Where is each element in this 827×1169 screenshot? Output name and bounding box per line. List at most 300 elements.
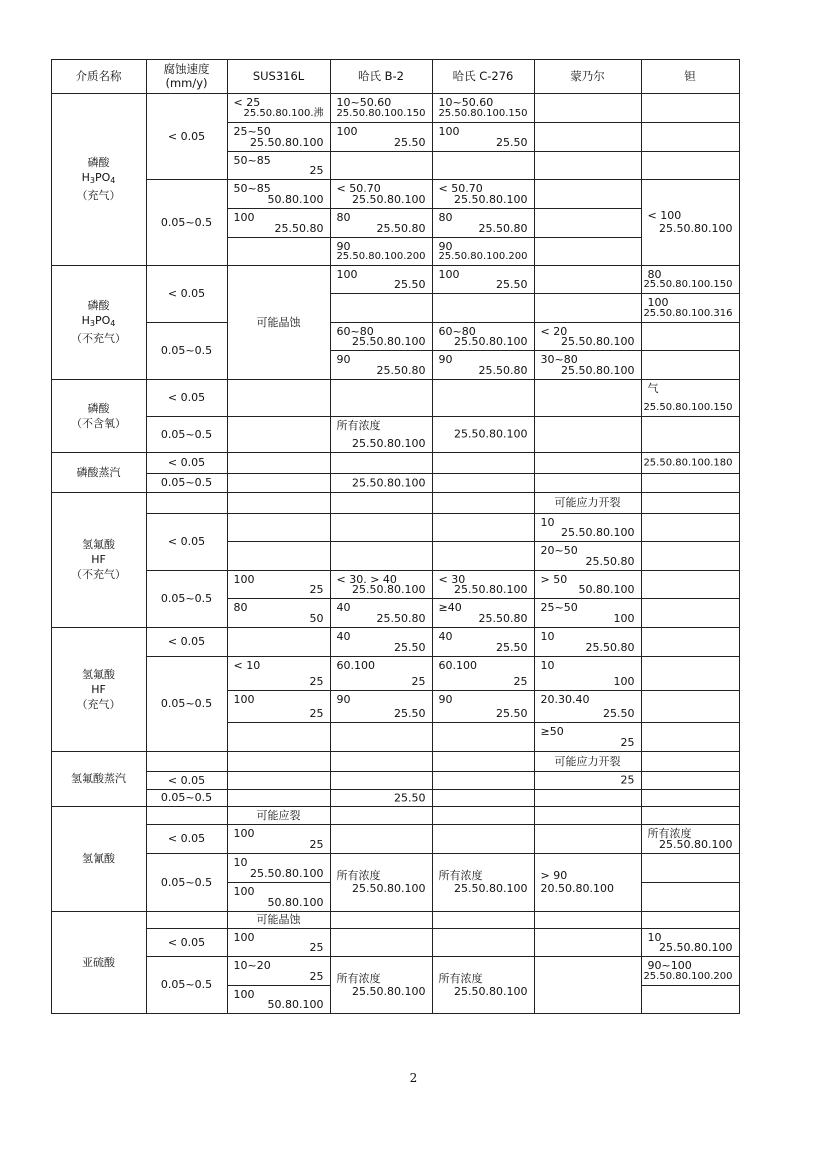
- data-cell: [534, 771, 642, 790]
- data-cell: [432, 541, 535, 571]
- rate-cell: [146, 656, 228, 752]
- data-cell: [641, 293, 740, 323]
- concentration-value: 10: [233, 855, 248, 869]
- concentration-value: ≥40: [438, 600, 462, 614]
- data-cell: [432, 824, 535, 854]
- concentration-value: 所有浓度: [438, 971, 483, 985]
- temperature-values: 25.50.80.100.150: [643, 278, 733, 290]
- data-cell: [330, 473, 433, 493]
- data-cell: [534, 824, 642, 854]
- medium-condition: （充气）: [76, 189, 121, 202]
- temperature-values: 25.50.80.100: [454, 427, 528, 441]
- rate-cell: [146, 853, 228, 912]
- data-cell: [227, 956, 331, 986]
- header-monel: [534, 59, 642, 94]
- data-cell: [227, 416, 331, 453]
- medium-hf-vapor: [51, 751, 147, 807]
- data-cell: [534, 541, 642, 571]
- data-cell: [641, 928, 740, 957]
- temperature-values: 25.50: [496, 706, 528, 720]
- temperature-values: 25.50.80.100: [454, 984, 528, 998]
- data-cell: [432, 956, 535, 1014]
- data-cell: [432, 751, 535, 772]
- data-cell: [534, 265, 642, 294]
- data-cell: [641, 722, 740, 752]
- data-cell: [534, 473, 642, 493]
- data-cell: [641, 882, 740, 912]
- header-label: 介质名称: [75, 68, 122, 83]
- data-cell: [330, 513, 433, 542]
- concentration-value: 25~50: [233, 124, 271, 138]
- temperature-values: 100: [613, 674, 635, 688]
- concentration-value: 100: [336, 267, 358, 281]
- temperature-values: 25.50.80: [478, 611, 528, 625]
- data-cell: [227, 265, 331, 380]
- concentration-value: 所有浓度: [336, 971, 381, 985]
- medium-hf-unaerated: [51, 492, 147, 628]
- data-cell: [534, 806, 642, 825]
- temperature-values: 25.50: [394, 791, 426, 804]
- concentration-value: 40: [438, 629, 453, 643]
- concentration-value: 100: [233, 987, 255, 1001]
- data-cell: [534, 598, 642, 628]
- rate-label: 0.05~0.5: [160, 344, 213, 357]
- data-cell: [330, 656, 433, 691]
- rate-label: 0.05~0.5: [160, 978, 213, 991]
- data-cell: [641, 473, 740, 493]
- data-cell: [432, 911, 535, 929]
- medium-name: 磷酸: [87, 156, 110, 169]
- data-cell: [534, 93, 642, 123]
- concentration-value: 100: [233, 692, 255, 706]
- concentration-value: 100: [233, 826, 255, 840]
- data-cell: [641, 416, 740, 453]
- temperature-values: 25.50.80.100.316: [643, 307, 733, 319]
- medium-formula: HF: [91, 553, 106, 566]
- medium-formula: $H_3PO_4$: [81, 314, 116, 328]
- data-cell: [534, 492, 642, 514]
- temperature-values: 25.50.80: [376, 221, 426, 235]
- rate-cell: [146, 416, 228, 453]
- temperature-values: 25: [309, 837, 324, 851]
- data-cell: [227, 928, 331, 957]
- data-cell: [432, 93, 535, 123]
- temperature-values: 25.50.80: [376, 363, 426, 377]
- data-cell: [227, 690, 331, 723]
- temperature-values: 25.50.80.100: [454, 882, 528, 895]
- medium-phosphoric-unaerated: [51, 265, 147, 380]
- data-cell: [534, 293, 642, 323]
- data-cell: [330, 690, 433, 723]
- temperature-values: 25.50.80.100: [561, 525, 635, 539]
- rate-cell: [146, 93, 228, 180]
- temperature-values: 25.50.80.100: [352, 436, 426, 450]
- data-cell: [330, 956, 433, 1014]
- data-cell: [432, 151, 535, 180]
- data-cell: [534, 751, 642, 772]
- rate-cell: [146, 928, 228, 957]
- rate-label: < 0.05: [167, 535, 206, 548]
- concentration-value: 90: [438, 352, 453, 366]
- data-cell: [432, 379, 535, 417]
- data-cell: [534, 513, 642, 542]
- data-cell: [641, 824, 740, 854]
- temperature-values: 25.50.80.100.沸: [243, 107, 324, 119]
- temperature-values: 25.50.80.100: [454, 582, 528, 596]
- medium-formula: HF: [91, 682, 106, 696]
- data-cell: [534, 179, 642, 209]
- header-medium-name: [51, 59, 147, 94]
- temperature-values: 25.50.80.100: [352, 476, 426, 489]
- data-cell: [432, 627, 535, 657]
- concentration-value: < 25: [233, 95, 261, 109]
- medium-name: 氢氟酸: [82, 538, 115, 551]
- data-cell: [227, 237, 331, 266]
- temperature-values: 25: [309, 674, 324, 688]
- note-text: 可能晶蚀: [256, 315, 301, 329]
- temperature-values: 25.50.80.100: [659, 222, 733, 235]
- note-text: 可能应力开裂: [554, 496, 621, 509]
- data-cell: [330, 452, 433, 474]
- concentration-value: 所有浓度: [336, 869, 381, 882]
- data-cell: [432, 806, 535, 825]
- data-cell: [641, 656, 740, 691]
- concentration-value: < 20: [540, 324, 568, 338]
- data-cell: [227, 452, 331, 474]
- header-tantalum: [641, 59, 740, 94]
- data-cell: [432, 722, 535, 752]
- data-cell: [534, 416, 642, 453]
- concentration-value: 10: [540, 658, 555, 672]
- header-hastelloy-c276: [432, 59, 535, 94]
- data-cell: [330, 570, 433, 599]
- medium-phosphoric-aerated: [51, 93, 147, 266]
- data-cell: [534, 379, 642, 417]
- concentration-value: 80: [336, 210, 351, 224]
- rate-label: 0.05~0.5: [160, 791, 213, 804]
- data-cell: [641, 806, 740, 825]
- rate-label: < 0.05: [167, 456, 206, 469]
- medium-name: 磷酸蒸汽: [76, 465, 121, 479]
- temperature-values: 50.80.100: [267, 997, 324, 1011]
- temperature-values: 100: [613, 611, 635, 625]
- data-cell: [330, 208, 433, 238]
- concentration-value: 100: [647, 295, 669, 309]
- data-cell: [227, 722, 331, 752]
- rate-label: 0.05~0.5: [160, 592, 213, 605]
- data-cell: [534, 208, 642, 238]
- data-cell: [227, 882, 331, 912]
- data-cell: [641, 513, 740, 542]
- medium-condition: （充气）: [76, 697, 121, 711]
- concentration-value: < 30. > 40: [336, 572, 397, 586]
- concentration-value: 90: [336, 239, 351, 253]
- temperature-values: 25.50.80.100: [352, 984, 426, 998]
- rate-label: < 0.05: [167, 287, 206, 300]
- data-cell: [330, 93, 433, 123]
- data-cell: [330, 789, 433, 807]
- temperature-values: 25.50: [394, 640, 426, 654]
- rate-label: 0.05~0.5: [160, 215, 213, 229]
- concentration-value: < 50.70: [438, 181, 483, 195]
- temperature-values: 25.50.80.100: [352, 882, 426, 895]
- concentration-value: < 10: [233, 658, 261, 672]
- concentration-value: 30~80: [540, 352, 578, 366]
- temperature-values: 50.80.100: [578, 582, 635, 596]
- data-cell: [432, 350, 535, 380]
- data-cell: [227, 911, 331, 929]
- data-cell: [432, 928, 535, 957]
- temperature-values: 25.50.80.100: [352, 334, 426, 348]
- data-cell: [330, 151, 433, 180]
- header-sus316l: [227, 59, 331, 94]
- data-cell: [227, 513, 331, 542]
- data-cell: [534, 627, 642, 657]
- temperature-values: 25.50.80: [585, 640, 635, 654]
- temperature-values: 25.50: [394, 135, 426, 149]
- header-unit: (mm/y): [165, 76, 208, 90]
- medium-sulfurous-acid: [51, 911, 147, 1014]
- rate-label: < 0.05: [167, 635, 206, 648]
- concentration-value: 20~50: [540, 543, 578, 557]
- rate-cell: [146, 179, 228, 266]
- data-cell: [227, 208, 331, 238]
- concentration-value: 80: [647, 267, 662, 281]
- medium-hf-aerated: [51, 627, 147, 752]
- concentration-value: 90~100: [647, 958, 692, 972]
- data-cell: [534, 452, 642, 474]
- temperature-values: 25.50.80: [585, 554, 635, 568]
- data-cell: [641, 771, 740, 790]
- data-cell: [534, 789, 642, 807]
- data-cell: [432, 853, 535, 912]
- temperature-values: 25.50.80.100: [250, 135, 324, 149]
- data-cell: [330, 179, 433, 209]
- data-cell: [641, 322, 740, 351]
- rate-cell: [146, 627, 228, 657]
- concentration-value: 20.30.40: [540, 692, 590, 706]
- data-cell: [330, 627, 433, 657]
- data-cell: [432, 265, 535, 294]
- concentration-value: 90: [438, 692, 453, 706]
- data-cell: [432, 473, 535, 493]
- header-label: 钽: [684, 68, 696, 83]
- medium-condition: （不充气）: [71, 568, 126, 581]
- data-cell: [534, 956, 642, 1014]
- temperature-values: 50.80.100: [267, 895, 324, 909]
- temperature-values: 25.50.80.100.200: [438, 250, 528, 262]
- temperature-values: 25: [620, 773, 635, 787]
- data-cell: [330, 853, 433, 912]
- temperature-values: 25.50.80.100: [250, 866, 324, 880]
- header-corrosion-rate: [146, 59, 228, 94]
- data-cell: [227, 492, 331, 514]
- header-label: 蒙乃尔: [570, 68, 605, 83]
- data-cell: [432, 179, 535, 209]
- concentration-value: 100: [233, 210, 255, 224]
- data-cell: [641, 570, 740, 599]
- temperature-values: 25.50.80: [478, 363, 528, 377]
- data-cell: [432, 452, 535, 474]
- data-cell: [641, 911, 740, 929]
- concentration-value: > 50: [540, 572, 568, 586]
- temperature-values: 25: [309, 706, 324, 720]
- header-label: 哈氏 C-276: [452, 68, 514, 83]
- concentration-value: 100: [233, 884, 255, 898]
- temperature-values: 25.50: [394, 277, 426, 291]
- data-cell: [227, 656, 331, 691]
- temperature-values: 25.50.80: [478, 221, 528, 235]
- data-cell: [432, 237, 535, 266]
- rate-cell: [146, 322, 228, 380]
- data-cell: [641, 452, 740, 474]
- header-label: 哈氏 B-2: [357, 68, 404, 83]
- concentration-value: 40: [336, 629, 351, 643]
- temperature-values: 25.50: [496, 640, 528, 654]
- temperature-values: 25.50: [496, 135, 528, 149]
- medium-phosphoric-oxygen-free: [51, 379, 147, 453]
- rate-cell: [146, 789, 228, 807]
- medium-formula: $H_3PO_4$: [81, 171, 116, 185]
- temperature-values: 25: [309, 969, 324, 983]
- temperature-values: 25.50.80.100.150: [336, 107, 426, 119]
- data-cell: [534, 690, 642, 723]
- rate-label: 0.05~0.5: [160, 875, 213, 889]
- temperature-values: 20.50.80.100: [540, 882, 614, 895]
- data-cell: [641, 598, 740, 628]
- rate-cell: [146, 473, 228, 493]
- data-cell: [641, 956, 740, 986]
- data-cell: [432, 322, 535, 351]
- data-cell: [227, 473, 331, 493]
- data-cell: [534, 122, 642, 152]
- data-cell: [432, 293, 535, 323]
- temperature-values: 25.50.80.100: [352, 192, 426, 206]
- data-cell: [227, 627, 331, 657]
- data-cell: [330, 265, 433, 294]
- data-cell: [641, 122, 740, 152]
- rate-label: 0.05~0.5: [160, 427, 213, 441]
- data-cell: [330, 751, 433, 772]
- concentration-value: 40: [336, 600, 351, 614]
- temperature-values: 25.50.80.100: [561, 334, 635, 348]
- data-cell: [330, 350, 433, 380]
- data-cell: [330, 598, 433, 628]
- data-cell: [227, 824, 331, 854]
- data-cell: [534, 928, 642, 957]
- data-cell: [641, 627, 740, 657]
- data-cell: [227, 541, 331, 571]
- rate-label: < 0.05: [167, 129, 206, 143]
- data-cell: [641, 492, 740, 514]
- header-label: SUS316L: [252, 68, 305, 83]
- data-cell: [641, 265, 740, 294]
- concentration-value: 10~20: [233, 958, 271, 972]
- concentration-value: 60~80: [336, 324, 374, 338]
- data-cell: [641, 350, 740, 380]
- concentration-value: 所有浓度: [647, 826, 692, 840]
- concentration-value: 10: [540, 515, 555, 529]
- data-cell: [330, 322, 433, 351]
- medium-hydrocyanic-acid: [51, 806, 147, 912]
- temperature-values: 25: [620, 735, 635, 749]
- data-cell: [146, 806, 228, 825]
- data-cell: [641, 179, 740, 266]
- data-cell: [641, 751, 740, 772]
- temperature-values: 25.50.80.100: [352, 582, 426, 596]
- temperature-values: 25.50.80.100: [659, 837, 733, 851]
- medium-name: 氢氟酸蒸汽: [71, 772, 126, 785]
- temperature-values: 50: [309, 611, 324, 625]
- data-cell: [641, 789, 740, 807]
- data-cell: [432, 492, 535, 514]
- temperature-values: 25: [309, 582, 324, 596]
- data-cell: [534, 911, 642, 929]
- data-cell: [641, 379, 740, 417]
- data-cell: [227, 853, 331, 883]
- data-cell: [227, 570, 331, 599]
- data-cell: [330, 379, 433, 417]
- data-cell: [227, 985, 331, 1014]
- data-cell: [432, 656, 535, 691]
- concentration-value: 所有浓度: [438, 869, 483, 882]
- data-cell: [534, 350, 642, 380]
- data-cell: [227, 789, 331, 807]
- data-cell: [227, 122, 331, 152]
- data-cell: [330, 824, 433, 854]
- rate-label: < 0.05: [167, 832, 206, 845]
- concentration-value: 60.100: [336, 658, 375, 672]
- temperature-values: 25: [309, 163, 324, 177]
- medium-name: 亚硫酸: [82, 955, 115, 969]
- data-cell: [227, 179, 331, 209]
- concentration-value: 60~80: [438, 324, 476, 338]
- data-cell: [432, 570, 535, 599]
- concentration-value: 25~50: [540, 600, 578, 614]
- concentration-value: 90: [438, 239, 453, 253]
- note-text: 可能晶蚀: [256, 913, 301, 926]
- data-cell: [432, 690, 535, 723]
- rate-cell: [146, 956, 228, 1014]
- concentration-value: 80: [438, 210, 453, 224]
- data-cell: [227, 751, 331, 772]
- temperature-values: 25.50.80.100: [454, 192, 528, 206]
- concentration-value: 10~50.60: [336, 95, 392, 109]
- concentration-value: < 50.70: [336, 181, 381, 195]
- data-cell: [432, 598, 535, 628]
- concentration-value: 100: [233, 930, 255, 944]
- concentration-value: 50~85: [233, 153, 271, 167]
- data-cell: [534, 151, 642, 180]
- temperature-values: 25.50.80: [274, 221, 324, 235]
- data-cell: [330, 928, 433, 957]
- rate-label: < 0.05: [167, 935, 206, 949]
- temperature-values: 25: [309, 940, 324, 954]
- medium-name: 氢氰酸: [82, 852, 115, 865]
- header-hastelloy-b2: [330, 59, 433, 94]
- data-cell: [146, 492, 228, 514]
- temperature-values: 25.50.80.100: [561, 363, 635, 377]
- concentration-value: 90: [336, 352, 351, 366]
- rate-cell: [146, 771, 228, 790]
- concentration-value: 所有浓度: [336, 418, 381, 432]
- rate-cell: [146, 265, 228, 323]
- medium-condition: （不充气）: [71, 332, 126, 345]
- data-cell: [641, 985, 740, 1014]
- temperature-values: 25.50.80: [376, 611, 426, 625]
- data-cell: [227, 151, 331, 180]
- data-cell: [534, 237, 642, 266]
